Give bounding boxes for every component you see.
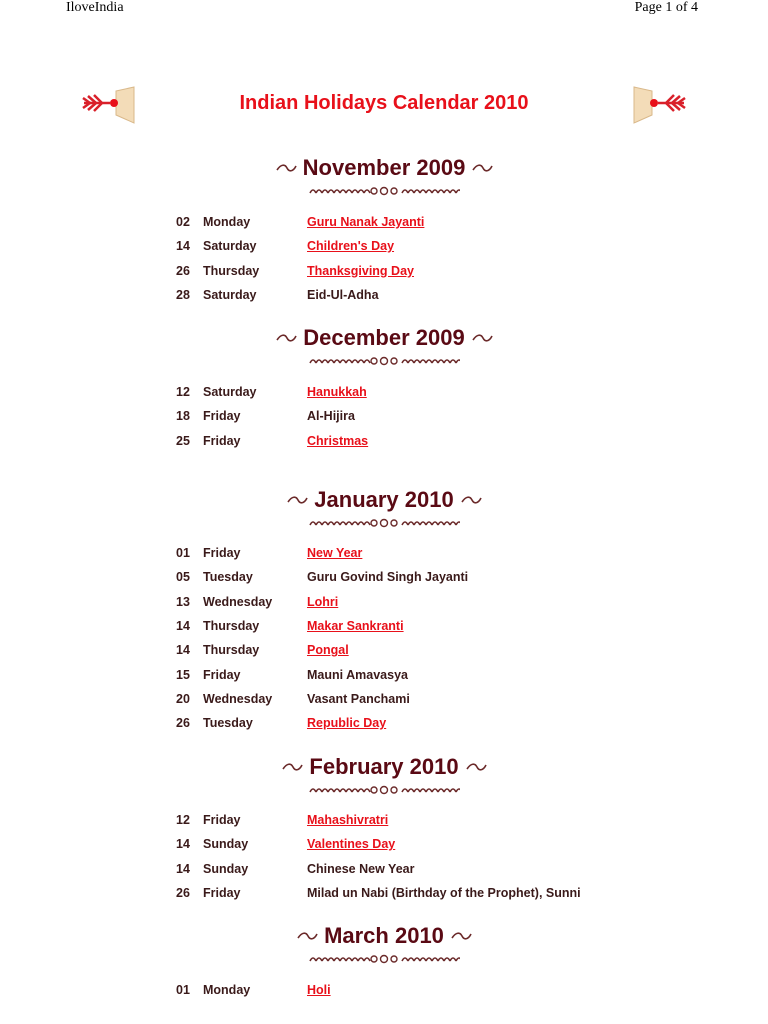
holiday-weekday: Saturday — [203, 287, 257, 302]
month-header — [0, 323, 768, 367]
holiday-day: 12 — [176, 813, 190, 827]
holiday-day: 26 — [176, 885, 190, 900]
holiday-weekday: Friday — [203, 546, 241, 560]
holiday-day: 12 — [176, 385, 190, 399]
month-title: November 2009 — [302, 155, 466, 180]
divider-ornament-icon — [308, 185, 460, 197]
month-header — [0, 153, 768, 197]
holiday-weekday: Wednesday — [203, 691, 273, 706]
swirl-icon — [281, 761, 303, 773]
holiday-weekday: Tuesday — [203, 716, 253, 731]
holiday-day: 14 — [176, 618, 190, 633]
holiday-day: 28 — [176, 287, 190, 302]
holiday-weekday: Friday — [203, 885, 241, 900]
holiday-weekday: Thursday — [203, 618, 260, 633]
holiday-day: 01 — [176, 983, 190, 997]
holiday-link[interactable]: Mahashivratri — [307, 813, 389, 827]
page-title: Indian Holidays Calendar 2010 — [239, 92, 529, 114]
month-header — [0, 921, 768, 965]
holiday-weekday: Tuesday — [203, 570, 253, 585]
holiday-day: 18 — [176, 409, 190, 424]
holiday-day: 01 — [176, 546, 190, 560]
swirl-icon — [275, 162, 297, 174]
holiday-day: 13 — [176, 594, 190, 609]
holiday-link[interactable]: Lohri — [307, 594, 339, 609]
holiday-weekday: Thursday — [203, 263, 260, 278]
holiday-name: Milad un Nabi (Birthday of the Prophet), Sunni — [307, 885, 581, 900]
holiday-weekday: Friday — [203, 409, 241, 424]
holiday-day: 14 — [176, 239, 190, 254]
holiday-day: 25 — [176, 433, 190, 448]
holiday-link[interactable]: New Year — [307, 546, 363, 560]
holiday-link[interactable]: Hanukkah — [307, 385, 367, 399]
site-name: IloveIndia — [66, 0, 124, 15]
divider-ornament-icon — [308, 953, 460, 965]
holiday-weekday: Saturday — [203, 385, 257, 399]
holiday-day: 05 — [176, 570, 190, 585]
holiday-weekday: Sunday — [203, 837, 249, 852]
swirl-icon — [286, 494, 308, 506]
divider-ornament-icon — [308, 355, 460, 367]
holiday-link[interactable]: Children's Day — [307, 239, 395, 254]
swirl-icon — [471, 332, 493, 344]
holiday-weekday: Friday — [203, 433, 241, 448]
holiday-name: Mauni Amavasya — [307, 667, 408, 682]
month-title: January 2010 — [314, 487, 454, 512]
holiday-link[interactable]: Thanksgiving Day — [307, 263, 414, 278]
month-title: December 2009 — [303, 325, 465, 350]
swirl-icon — [275, 332, 297, 344]
month-title: March 2010 — [324, 923, 444, 948]
holiday-name: Vasant Panchami — [307, 691, 410, 706]
month-header — [0, 485, 768, 529]
holiday-name: Al-Hijira — [307, 409, 355, 424]
holiday-weekday: Wednesday — [203, 594, 273, 609]
holiday-day: 20 — [176, 691, 190, 706]
holiday-day: 14 — [176, 643, 190, 658]
holiday-day: 15 — [176, 667, 190, 682]
swirl-icon — [450, 930, 472, 942]
holiday-name: Guru Govind Singh Jayanti — [307, 570, 469, 585]
holiday-link[interactable]: Guru Nanak Jayanti — [307, 215, 425, 229]
holiday-name: Eid-Ul-Adha — [307, 287, 379, 302]
holiday-day: 14 — [176, 837, 190, 852]
holiday-day: 14 — [176, 861, 190, 876]
holiday-weekday: Saturday — [203, 239, 257, 254]
holiday-link[interactable]: Valentines Day — [307, 837, 396, 852]
holiday-weekday: Thursday — [203, 643, 260, 658]
divider-ornament-icon — [308, 784, 460, 796]
holiday-day: 26 — [176, 716, 190, 731]
divider-ornament-icon — [308, 517, 460, 529]
holiday-day: 26 — [176, 263, 190, 278]
holiday-weekday: Monday — [203, 215, 251, 229]
page-indicator: Page 1 of 4 — [634, 0, 698, 15]
holiday-link[interactable]: Pongal — [307, 643, 349, 658]
holiday-weekday: Monday — [203, 983, 251, 997]
month-title: February 2010 — [309, 754, 459, 779]
swirl-icon — [465, 761, 487, 773]
holiday-weekday: Friday — [203, 667, 241, 682]
month-header — [0, 752, 768, 796]
swirl-icon — [296, 930, 318, 942]
swirl-icon — [471, 162, 493, 174]
holiday-link[interactable]: Republic Day — [307, 716, 387, 731]
holiday-link[interactable]: Christmas — [307, 433, 369, 448]
holiday-weekday: Sunday — [203, 861, 249, 876]
holiday-link[interactable]: Makar Sankranti — [307, 618, 404, 633]
holiday-name: Chinese New Year — [307, 861, 415, 876]
holiday-weekday: Friday — [203, 813, 241, 827]
holiday-day: 02 — [176, 215, 190, 229]
swirl-icon — [460, 494, 482, 506]
holiday-link[interactable]: Holi — [307, 983, 331, 997]
